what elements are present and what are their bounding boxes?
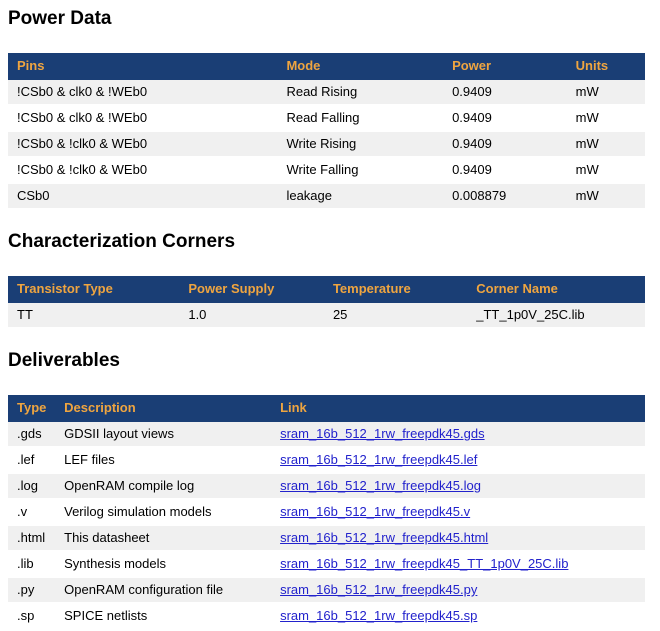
table-cell: This datasheet [55, 525, 271, 551]
table-row [8, 157, 645, 183]
table-cell: OpenRAM configuration file [55, 577, 271, 603]
characterization-corners-table [8, 276, 645, 329]
table-cell: Read Falling [277, 105, 443, 131]
table-row [8, 131, 645, 157]
table-cell: 0.9409 [443, 80, 567, 105]
table-cell: 0.9409 [443, 105, 567, 131]
column-header: Type [8, 395, 55, 422]
link-cell [271, 525, 645, 551]
table-cell: LEF files [55, 447, 271, 473]
table-row [8, 447, 645, 473]
table-cell: .log [8, 473, 55, 499]
table-cell: TT [8, 303, 179, 328]
table-cell: _TT_1p0V_25C.lib [467, 303, 645, 328]
table-row [8, 303, 645, 328]
table-cell: GDSII layout views [55, 422, 271, 447]
column-header: Corner Name [467, 276, 645, 303]
table-cell: mW [567, 183, 645, 209]
deliverable-file-link[interactable]: sram_16b_512_1rw_freepdk45_TT_1p0V_25C.lib [280, 556, 569, 571]
table-cell: !CSb0 & !clk0 & WEb0 [8, 131, 277, 157]
table-row [8, 603, 645, 629]
table-cell: mW [567, 131, 645, 157]
column-header: Description [55, 395, 271, 422]
deliverable-file-link[interactable]: sram_16b_512_1rw_freepdk45.v [280, 504, 471, 519]
table-cell: !CSb0 & !clk0 & WEb0 [8, 157, 277, 183]
link-cell [271, 422, 645, 447]
table-cell: Write Rising [277, 131, 443, 157]
table-cell: OpenRAM compile log [55, 473, 271, 499]
table-row [8, 183, 645, 209]
header-row [8, 395, 645, 422]
table-cell: Read Rising [277, 80, 443, 105]
table-cell: Verilog simulation models [55, 499, 271, 525]
table-cell: .gds [8, 422, 55, 447]
column-header: Temperature [324, 276, 467, 303]
column-header: Mode [277, 53, 443, 80]
power-data-table [8, 53, 645, 210]
header-row [8, 53, 645, 80]
table-cell: 0.9409 [443, 157, 567, 183]
deliverable-file-link[interactable]: sram_16b_512_1rw_freepdk45.lef [280, 452, 478, 467]
table-cell: mW [567, 157, 645, 183]
characterization-corners-title: Characterization Corners [8, 231, 236, 252]
table-cell: .html [8, 525, 55, 551]
table-cell: 25 [324, 303, 467, 328]
deliverable-file-link[interactable]: sram_16b_512_1rw_freepdk45.gds [280, 426, 485, 441]
link-cell [271, 447, 645, 473]
link-cell [271, 499, 645, 525]
table-cell: CSb0 [8, 183, 277, 209]
link-cell [271, 473, 645, 499]
table-cell: Write Falling [277, 157, 443, 183]
column-header: Units [567, 53, 645, 80]
deliverable-file-link[interactable]: sram_16b_512_1rw_freepdk45.log [280, 478, 481, 493]
column-header: Power Supply [179, 276, 324, 303]
link-cell [271, 551, 645, 577]
table-cell: !CSb0 & clk0 & !WEb0 [8, 105, 277, 131]
table-cell: .lib [8, 551, 55, 577]
column-header: Transistor Type [8, 276, 179, 303]
deliverable-file-link[interactable]: sram_16b_512_1rw_freepdk45.py [280, 582, 478, 597]
table-cell: mW [567, 105, 645, 131]
table-row [8, 525, 645, 551]
deliverables-table [8, 395, 645, 630]
link-cell [271, 577, 645, 603]
table-cell: 0.9409 [443, 131, 567, 157]
column-header: Pins [8, 53, 277, 80]
table-row [8, 473, 645, 499]
column-header: Power [443, 53, 567, 80]
table-cell: .py [8, 577, 55, 603]
deliverables-title: Deliverables [8, 350, 120, 371]
table-cell: 1.0 [179, 303, 324, 328]
table-cell: .sp [8, 603, 55, 629]
link-cell [271, 603, 645, 629]
deliverable-file-link[interactable]: sram_16b_512_1rw_freepdk45.html [280, 530, 489, 545]
table-cell: leakage [277, 183, 443, 209]
table-row [8, 80, 645, 105]
table-cell: .v [8, 499, 55, 525]
power-data-title: Power Data [8, 8, 112, 29]
table-row [8, 577, 645, 603]
table-row [8, 105, 645, 131]
column-header: Link [271, 395, 645, 422]
table-cell: SPICE netlists [55, 603, 271, 629]
table-row [8, 551, 645, 577]
table-row [8, 499, 645, 525]
deliverable-file-link[interactable]: sram_16b_512_1rw_freepdk45.sp [280, 608, 478, 623]
table-cell: !CSb0 & clk0 & !WEb0 [8, 80, 277, 105]
header-row [8, 276, 645, 303]
table-cell: mW [567, 80, 645, 105]
table-cell: .lef [8, 447, 55, 473]
table-cell: Synthesis models [55, 551, 271, 577]
table-row [8, 422, 645, 447]
table-cell: 0.008879 [443, 183, 567, 209]
